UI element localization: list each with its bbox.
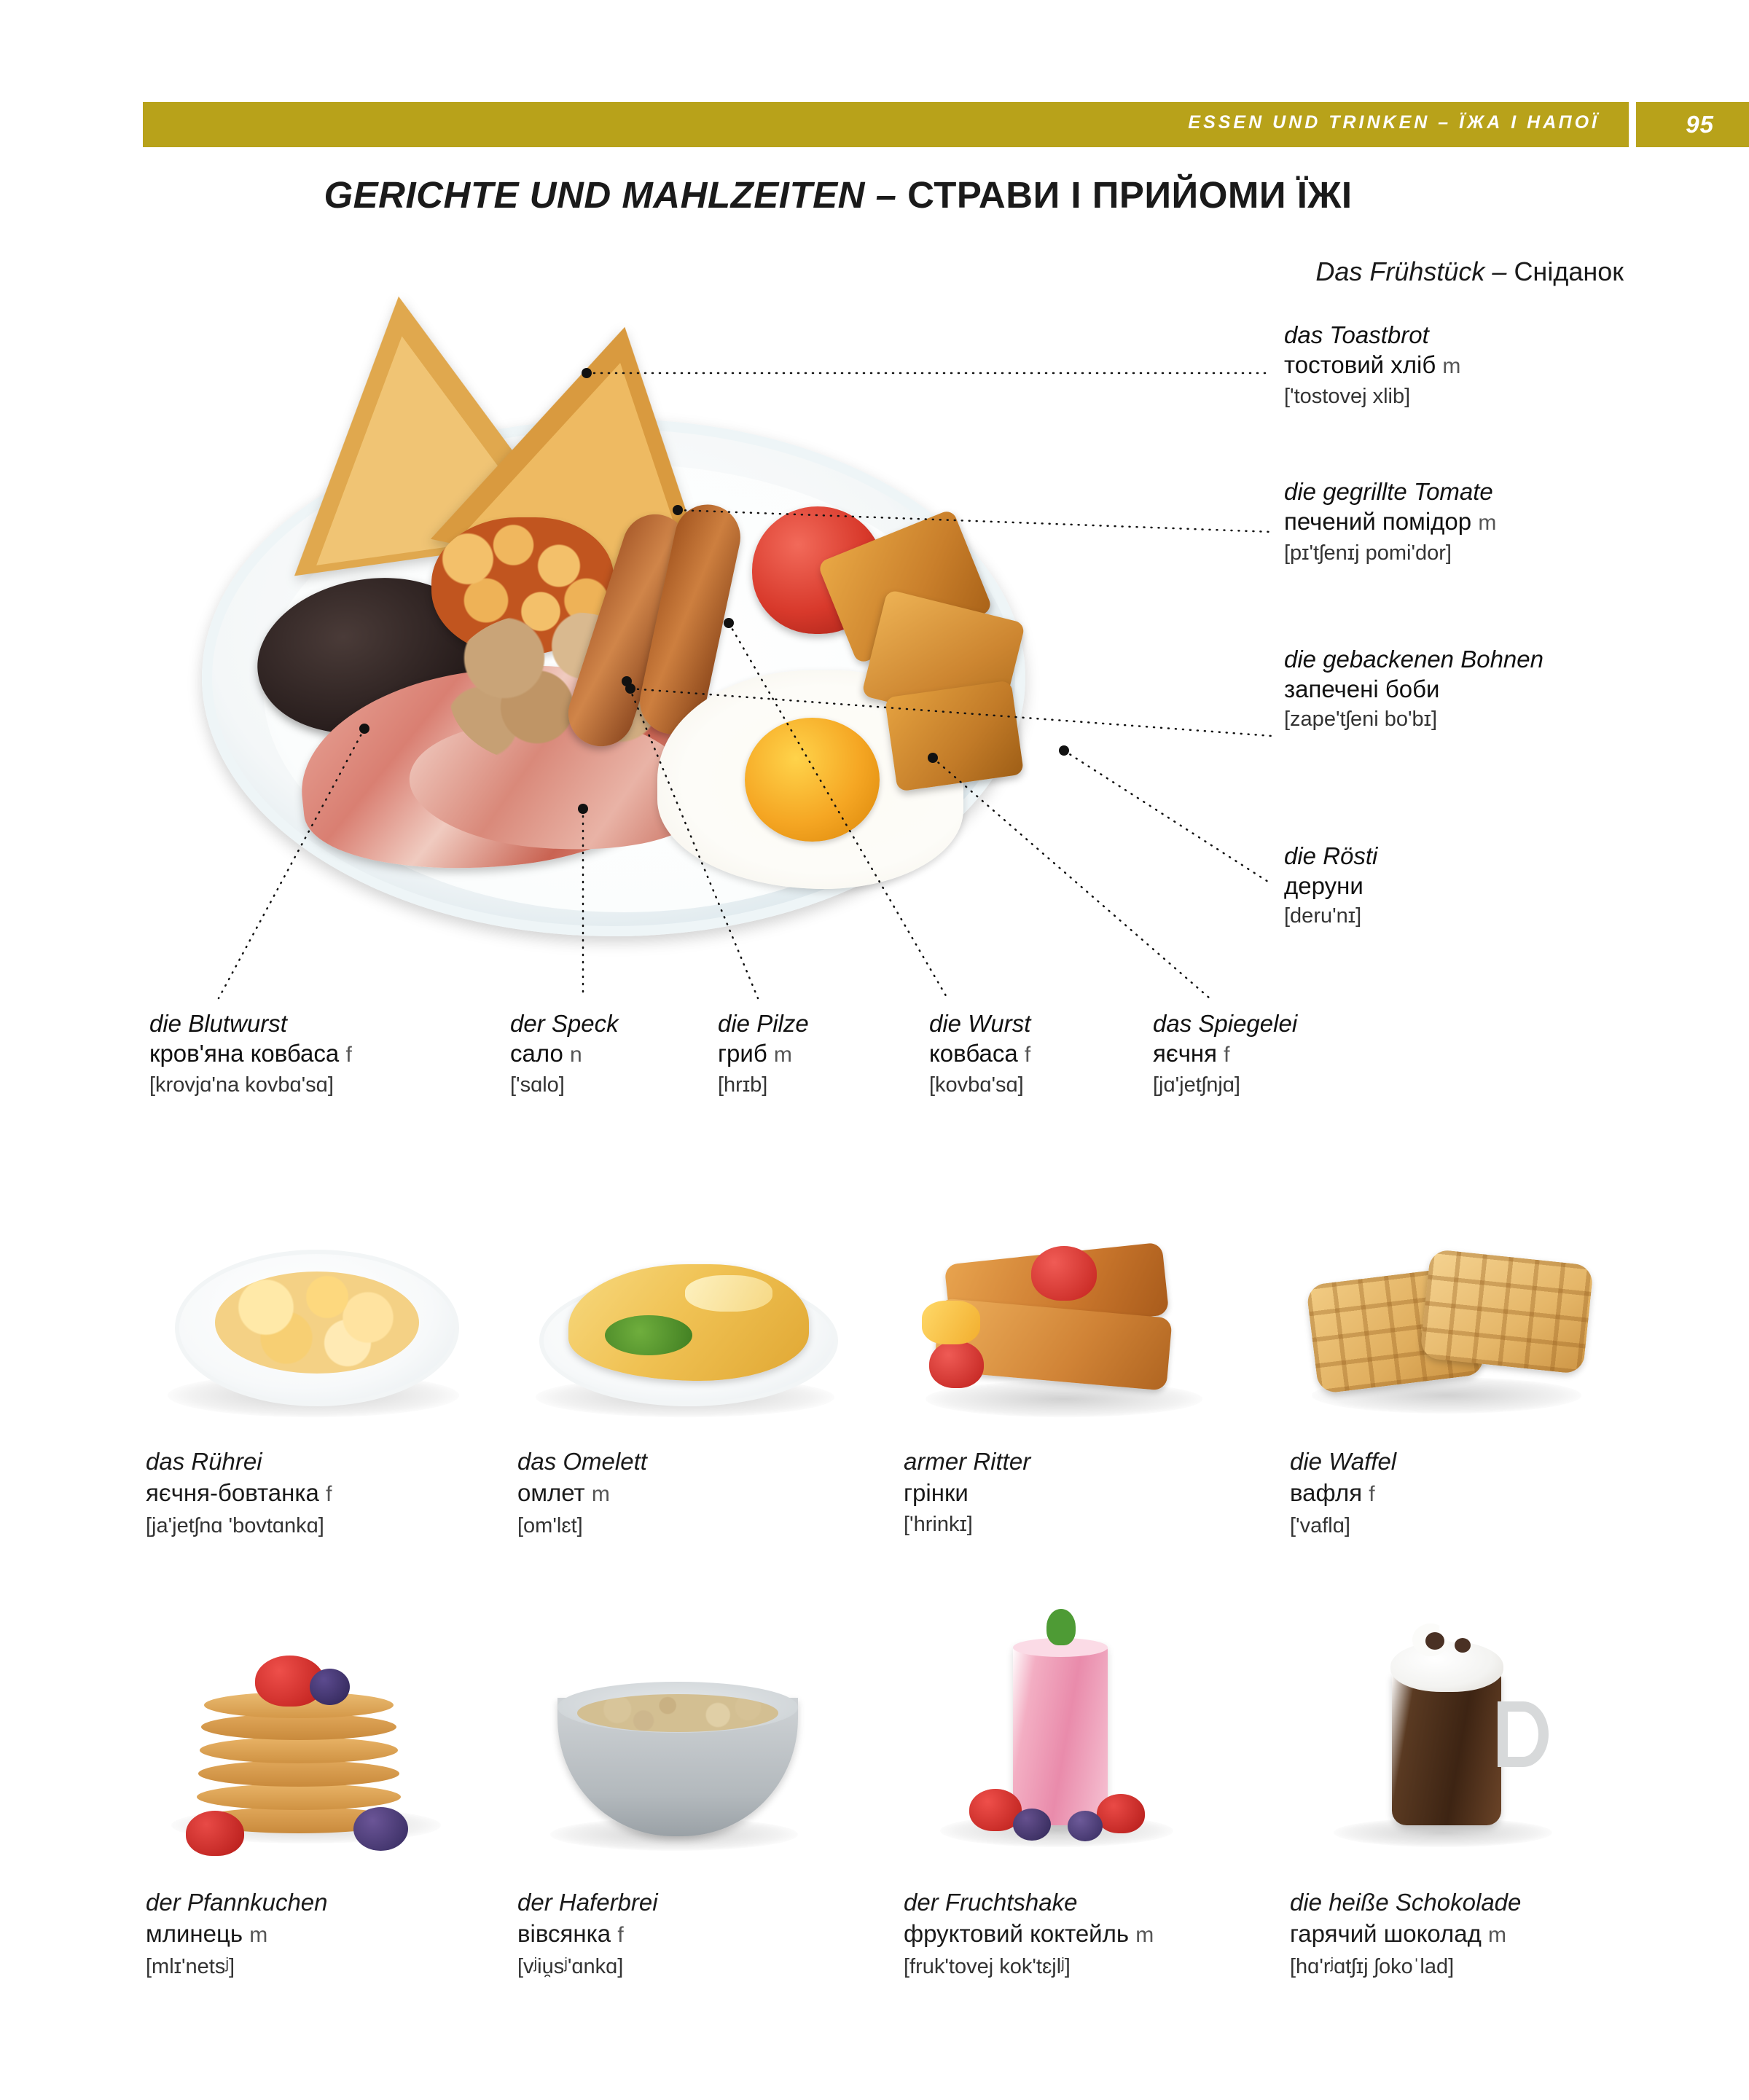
callout-uk-word: гриб bbox=[718, 1040, 767, 1067]
pfannkuchen-photo bbox=[146, 1625, 466, 1844]
grid-uk bbox=[1290, 1477, 1683, 1511]
callout-uk-word: печений помідор bbox=[1284, 508, 1472, 535]
grid-de: armer Ritter bbox=[904, 1448, 1031, 1475]
callout-ipa: [kovbɑ'sɑ] bbox=[929, 1073, 1024, 1097]
heisse-schokolade-caption bbox=[1290, 1887, 1742, 1982]
grid-gender: f bbox=[326, 1482, 332, 1506]
callout-uk-word: деруни bbox=[1284, 872, 1363, 899]
haferbrei-caption bbox=[517, 1887, 911, 1982]
rosti-shape-3 bbox=[885, 680, 1024, 791]
callout-gender: f bbox=[1224, 1043, 1230, 1067]
callout-uk bbox=[149, 1038, 352, 1070]
grid-uk-word: вафля bbox=[1290, 1479, 1363, 1506]
callout-ipa: ['sɑlo] bbox=[510, 1073, 565, 1097]
grid-uk bbox=[904, 1477, 1297, 1509]
haferbrei-photo bbox=[517, 1625, 838, 1844]
grid-ipa: [ja'jetʃnɑ 'bovtɑnkɑ] bbox=[146, 1514, 324, 1537]
fruchtshake-photo bbox=[904, 1603, 1224, 1844]
grid-uk-word: фруктовий коктейль bbox=[904, 1920, 1130, 1947]
heisse-schokolade-photo bbox=[1290, 1603, 1611, 1844]
callout-gender: m bbox=[1478, 511, 1497, 535]
callout-ipa: ['tostovej xlib] bbox=[1284, 385, 1411, 408]
page-title bbox=[0, 173, 1676, 216]
callout-uk bbox=[929, 1038, 1030, 1070]
callout-uk bbox=[1284, 506, 1496, 538]
callout-de: das Spiegelei bbox=[1153, 1010, 1298, 1037]
grid-uk-word: грінки bbox=[904, 1479, 969, 1506]
pfannkuchen-caption bbox=[146, 1887, 539, 1982]
grid-de: der Haferbrei bbox=[517, 1889, 658, 1916]
grid-uk bbox=[1290, 1918, 1742, 1951]
callout-gender: n bbox=[570, 1043, 582, 1067]
breakfast-plate-photo bbox=[191, 291, 1153, 947]
grid-uk bbox=[146, 1477, 539, 1511]
grid-gender: m bbox=[591, 1482, 610, 1506]
callout-uk bbox=[1284, 871, 1377, 901]
grid-ipa: ['hrinkɪ] bbox=[904, 1513, 973, 1536]
waffel-photo bbox=[1290, 1231, 1611, 1421]
grid-de: der Pfannkuchen bbox=[146, 1889, 328, 1916]
running-title: ESSEN UND TRINKEN – ЇЖА І НАПОЇ bbox=[1188, 112, 1600, 133]
grid-gender: f bbox=[1369, 1482, 1375, 1506]
callout-de: die Pilze bbox=[718, 1010, 809, 1037]
callout-de: das Toastbrot bbox=[1284, 321, 1429, 348]
ruehrei-caption bbox=[146, 1446, 539, 1541]
fruchtshake-caption bbox=[904, 1887, 1297, 1982]
grid-de: das Omelett bbox=[517, 1448, 647, 1475]
callout-gegrillte-tomate bbox=[1284, 477, 1496, 568]
callout-ipa: [jɑ'jetʃnjɑ] bbox=[1153, 1073, 1240, 1097]
callout-wurst bbox=[929, 1009, 1030, 1100]
grid-uk-word: млинець bbox=[146, 1920, 243, 1947]
grid-ipa: [vʲiu̯sʲ'ɑnkɑ] bbox=[517, 1955, 624, 1978]
grid-ipa: [hɑ'rʲɑtʃɪj ʃokoˈlad] bbox=[1290, 1955, 1455, 1978]
grid-uk-word: вівсянка bbox=[517, 1920, 611, 1947]
callout-gebackene-bohnen bbox=[1284, 645, 1576, 734]
callout-spiegelei bbox=[1153, 1009, 1297, 1100]
grid-ipa: [fruk'tovej kok'tɛjlʲ] bbox=[904, 1955, 1071, 1978]
armer-ritter-photo bbox=[904, 1231, 1224, 1421]
grid-uk-word: яєчня-бовтанка bbox=[146, 1479, 319, 1506]
callout-speck bbox=[510, 1009, 619, 1100]
callout-gender: m bbox=[1442, 354, 1461, 378]
callout-de: die Wurst bbox=[929, 1010, 1031, 1037]
callout-uk-word: яєчня bbox=[1153, 1040, 1217, 1067]
page-title-uk: СТРАВИ І ПРИЙОМИ ЇЖІ bbox=[907, 174, 1353, 216]
page-number: 95 bbox=[1686, 111, 1714, 138]
callout-roesti bbox=[1284, 842, 1377, 930]
section-title-separator: – bbox=[1484, 256, 1514, 286]
callout-ipa: [deru'nɪ] bbox=[1284, 904, 1362, 928]
callout-ipa: [hrɪb] bbox=[718, 1073, 768, 1097]
callout-uk bbox=[1153, 1038, 1297, 1070]
callout-uk bbox=[510, 1038, 619, 1070]
callout-uk bbox=[718, 1038, 809, 1070]
grid-uk bbox=[904, 1918, 1297, 1951]
grid-de: die Waffel bbox=[1290, 1448, 1397, 1475]
omelett-photo bbox=[517, 1231, 853, 1421]
grid-de: der Fruchtshake bbox=[904, 1889, 1078, 1916]
callout-toastbrot bbox=[1284, 321, 1460, 411]
ruehrei-photo bbox=[146, 1231, 466, 1421]
grid-gender: m bbox=[1488, 1923, 1507, 1947]
grid-uk bbox=[517, 1918, 911, 1951]
omelett-caption bbox=[517, 1446, 911, 1541]
callout-de: die gegrillte Tomate bbox=[1284, 478, 1493, 505]
callout-de: die gebackenen Bohnen bbox=[1284, 646, 1543, 673]
grid-ipa: [om'lɛt] bbox=[517, 1514, 583, 1537]
callout-ipa: [zape'tʃeni bo'bɪ] bbox=[1284, 708, 1438, 731]
callout-blutwurst bbox=[149, 1009, 352, 1100]
grid-uk-word: омлет bbox=[517, 1479, 585, 1506]
callout-de: die Rösti bbox=[1284, 842, 1378, 869]
grid-de: die heiße Schokolade bbox=[1290, 1889, 1522, 1916]
callout-de: die Blutwurst bbox=[149, 1010, 287, 1037]
section-title-uk: Сніданок bbox=[1514, 256, 1624, 286]
page-title-de: GERICHTE UND MAHLZEITEN bbox=[324, 174, 865, 216]
callout-uk bbox=[1284, 674, 1576, 705]
grid-uk bbox=[517, 1477, 911, 1511]
callout-gender: f bbox=[345, 1043, 352, 1067]
page-header bbox=[143, 102, 1749, 147]
callout-uk-word: кров'яна ковбаса bbox=[149, 1040, 340, 1067]
grid-gender: m bbox=[249, 1923, 268, 1947]
grid-gender: m bbox=[1135, 1923, 1154, 1947]
callout-ipa: [pɪ'tʃenɪj pomi'dor] bbox=[1284, 541, 1452, 565]
waffel-caption bbox=[1290, 1446, 1683, 1541]
callout-de: der Speck bbox=[510, 1010, 619, 1037]
callout-uk-word: сало bbox=[510, 1040, 563, 1067]
page-title-separator: – bbox=[864, 174, 908, 216]
egg-yolk-shape bbox=[745, 718, 880, 842]
grid-uk-word: гарячий шоколад bbox=[1290, 1920, 1482, 1947]
grid-de: das Rührei bbox=[146, 1448, 262, 1475]
grid-gender: f bbox=[617, 1923, 624, 1947]
callout-ipa: [krovjɑ'na kovbɑ'sɑ] bbox=[149, 1073, 334, 1097]
callout-uk-word: запечені боби bbox=[1284, 675, 1440, 702]
section-title bbox=[1315, 256, 1624, 287]
grid-ipa: [mlɪ'netsʲ] bbox=[146, 1955, 235, 1978]
grid-uk bbox=[146, 1918, 539, 1951]
callout-uk-word: тостовий хліб bbox=[1284, 351, 1436, 378]
callout-gender: m bbox=[773, 1043, 792, 1067]
callout-gender: f bbox=[1024, 1043, 1031, 1067]
callout-uk-word: ковбаса bbox=[929, 1040, 1018, 1067]
section-title-de: Das Frühstück bbox=[1315, 256, 1485, 286]
callout-pilze bbox=[718, 1009, 809, 1100]
callout-uk bbox=[1284, 350, 1460, 382]
armer-ritter-caption bbox=[904, 1446, 1297, 1540]
grid-ipa: ['vaflɑ] bbox=[1290, 1514, 1350, 1537]
